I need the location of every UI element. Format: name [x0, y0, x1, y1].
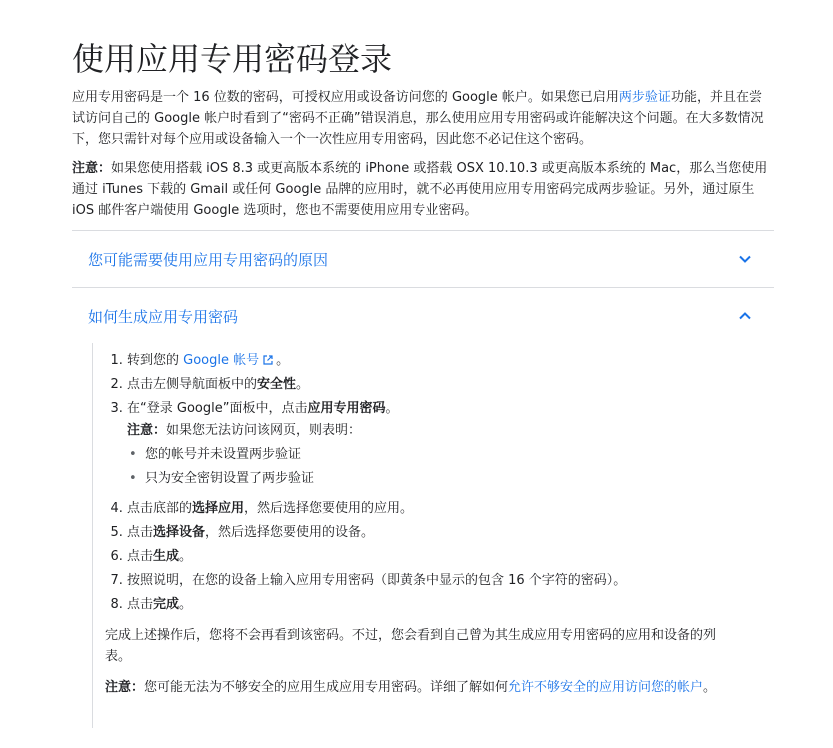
step-3-text: 在“登录 Google”面板中，点击	[127, 401, 308, 416]
step-3-note-label: 注意：	[127, 423, 167, 438]
step-3-bold: 应用专用密码	[307, 401, 386, 416]
accordion-header-how[interactable]	[72, 288, 774, 344]
two-step-verification-link[interactable]: 两步验证	[618, 90, 671, 105]
step-6	[127, 545, 747, 569]
step-5	[127, 521, 747, 545]
note2-text: 您可能无法为不够安全的应用生成应用专用密码。详细了解如何	[144, 680, 509, 695]
bullet-item: • 只为安全密钥设置了两步验证	[127, 467, 747, 491]
step-5-post: ，然后选择您要使用的设备。	[205, 525, 375, 540]
step-4-text: 点击底部的	[127, 501, 193, 516]
step-6-post: 。	[179, 549, 193, 564]
page-title: 使用应用专用密码登录	[72, 40, 393, 78]
step-8	[127, 593, 747, 617]
step-3-post: 。	[385, 401, 399, 416]
step-6-bold: 生成	[153, 549, 180, 564]
less-secure-apps-link[interactable]: 允许不够安全的应用访问您的帐户	[508, 680, 704, 695]
intro-text-before: 应用专用密码是一个 16 位数的密码，可授权应用或设备访问您的 Google 帐户。如果您已启用	[72, 90, 619, 105]
note-label: 注意：	[72, 161, 112, 176]
accordion-item-how[interactable]	[72, 287, 774, 344]
step-8-bold: 完成	[153, 597, 180, 612]
google-account-link[interactable]: Google 帐号	[183, 353, 260, 368]
chevron-up-icon[interactable]	[738, 309, 752, 323]
step-4-bold: 选择应用	[192, 501, 245, 516]
step-4	[127, 497, 747, 521]
step-8-post: 。	[179, 597, 193, 612]
chevron-down-icon[interactable]	[738, 252, 752, 266]
less-secure-note	[105, 677, 735, 698]
step-6-text: 点击	[127, 549, 154, 564]
note2-label: 注意：	[105, 680, 145, 695]
step-2-post: 。	[296, 377, 310, 392]
accordion-body-how	[92, 343, 743, 728]
step-7-text: 按照说明，在您的设备上输入应用专用密码（即黄条中显示的包含 16 个字符的密码）。	[127, 573, 627, 588]
step-2	[127, 373, 747, 397]
step-2-text: 点击左侧导航面板中的	[127, 377, 258, 392]
step-3-note	[127, 421, 747, 441]
step-5-bold: 选择设备	[153, 525, 206, 540]
accordion-header-why[interactable]	[72, 231, 774, 287]
step-1-text: 转到您的	[127, 353, 184, 368]
steps-list	[93, 349, 747, 617]
bullet-item: • 您的帐号并未设置两步验证	[127, 443, 747, 467]
step-3-bullets	[127, 443, 747, 491]
accordion-item-why[interactable]	[72, 230, 774, 287]
step-5-text: 点击	[127, 525, 154, 540]
step-3	[127, 397, 747, 491]
note-text: 如果您使用搭载 iOS 8.3 或更高版本系统的 iPhone 或搭载 OSX 10.10.3 或更高版本系统的 Mac，那么当您使用通过 iTunes 下载的 Gmail 或任何 Google 品牌的应用时，就不必再使用应用专用密码完成两步验证。另外，通过原生 iOS 邮件客户端使用 Google 选项时，您也不需要使用应用专业密码。	[72, 161, 768, 218]
accordion-title-how: 如何生成应用专用密码	[88, 307, 239, 326]
step-1	[127, 349, 747, 373]
step-7	[127, 569, 747, 593]
step-4-post: ，然后选择您要使用的应用。	[244, 501, 414, 516]
accordion-title-why: 您可能需要使用应用专用密码的原因	[88, 250, 329, 269]
note2-post: 。	[703, 680, 717, 695]
intro-paragraph	[72, 87, 774, 150]
external-link-icon	[263, 350, 273, 360]
step-8-text: 点击	[127, 597, 154, 612]
step-2-bold: 安全性	[257, 377, 297, 392]
step-3-note-text: 如果您无法访问该网页，则表明：	[166, 423, 362, 438]
ios-note	[72, 158, 774, 221]
after-steps-text: 完成上述操作后，您将不会再看到该密码。不过，您会看到自己曾为其生成应用专用密码的应用和设备的列表。	[105, 628, 717, 664]
step-1-post: 。	[276, 353, 290, 368]
intro-text-after: 功能，并且在尝试访问自己的 Google 帐户时看到了“密码不正确”错误消息，那么使用应用专用密码或许能解决这个问题。在大多数情况下，您只需针对每个应用或设备输入一个一次性应用专用密码，因此您不必记住这个密码。	[72, 90, 764, 147]
